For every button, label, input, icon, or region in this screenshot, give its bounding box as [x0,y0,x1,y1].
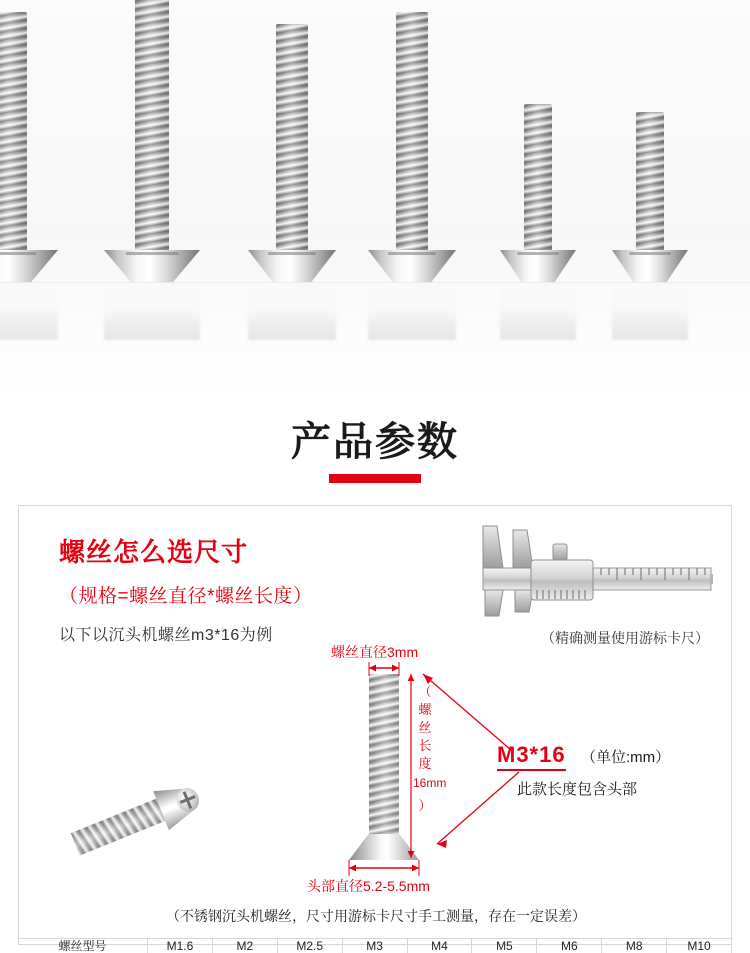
table-header-cell: M3 [343,939,408,953]
table-header-cell: 螺丝型号 [18,939,148,953]
product-photo [0,0,750,400]
table-header-cell: M2 [213,939,278,953]
head-diameter-label: 头部直径5.2-5.5mm [307,878,430,894]
length-label-char-4: 度 [418,756,432,771]
diagram-annotations [19,646,733,901]
screw-reflection [612,282,688,340]
table-header-cell: M5 [472,939,537,953]
length-label-char-5: 16mm [413,776,447,790]
table-header-cell: M4 [408,939,473,953]
screw-head [104,250,200,282]
parameter-panel [18,505,732,945]
screw-shank [636,112,664,252]
screw-shank [276,24,308,252]
table-header-cell: M1.6 [148,939,213,953]
spec-table-header [18,938,732,953]
table-header-cell: M2.5 [278,939,343,953]
dimension-diagram [19,646,733,901]
screw-shank [396,12,428,252]
caliper-illustration [473,520,713,630]
spec-note: 此款长度包含头部 [517,781,638,798]
sizing-guide-heading: 螺丝怎么选尺寸 [59,537,249,567]
screw-head [368,250,456,282]
screw-reflection [0,282,58,340]
screw-shank [524,104,552,252]
screw-head [0,250,58,282]
screw-reflection [248,282,336,340]
measurement-note: （不锈钢沉头机螺丝，尺寸用游标卡尺寸手工测量，存在一定误差） [166,908,586,924]
screw-head [612,250,688,282]
spec-unit: （单位:mm） [581,749,671,766]
table-header-cell: M10 [667,939,732,953]
sizing-guide-example: 以下以沉头机螺丝m3*16为例 [59,627,273,644]
spec-label: M3*16 [497,742,566,771]
caliper-icon [473,520,713,630]
screw-reflection [104,282,200,340]
sizing-guide [59,532,389,645]
title-underline [329,474,421,483]
length-label-char-2: 丝 [418,720,432,735]
screw-shank [135,0,169,252]
length-label-char-1: 螺 [418,702,432,717]
table-header-cell: M8 [602,939,667,953]
screw-reflection [368,282,456,340]
sizing-guide-formula: （规格=螺丝直径*螺丝长度） [59,586,313,607]
table-header-cell: M6 [537,939,602,953]
length-label-char-6: ） [418,798,432,813]
section-title-block [0,418,750,483]
screw-shank [0,12,27,252]
length-label-char-3: 长 [418,738,432,753]
length-label-char-0: （ [418,684,432,699]
screw-head [248,250,336,282]
screw-reflection [500,282,576,340]
page-title: 产品参数 [291,420,459,464]
screw-head [500,250,576,282]
caliper-caption: （精确测量使用游标卡尺） [541,630,709,646]
diameter-label: 螺丝直径3mm [331,644,419,660]
